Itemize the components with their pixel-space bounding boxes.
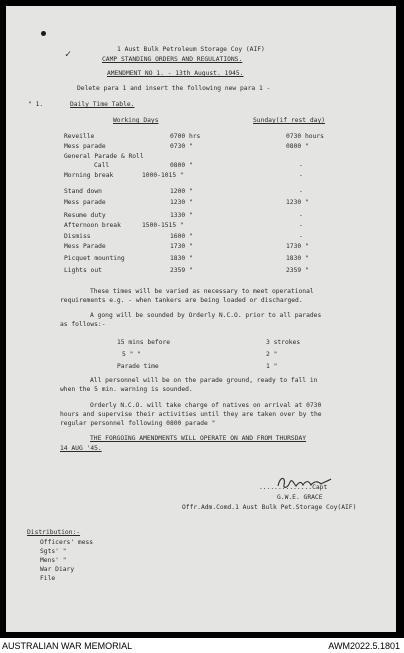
row-event: Lights out: [64, 267, 102, 274]
row-sunday-time: 1230 ": [286, 199, 309, 206]
intro-line: Delete para 1 and insert the following new para 1 -: [77, 85, 271, 92]
row-working-time: 1600 ": [170, 233, 193, 240]
row-working-time: 0800 ": [170, 162, 193, 169]
row-sunday-time: -: [299, 172, 303, 179]
distribution-item: War Diary: [40, 566, 75, 573]
row-event: Mess Parade: [64, 243, 106, 250]
effect-line: THE FORGOING AMENDMENTS WILL OPERATE ON AND FROM THURSDAY: [90, 435, 307, 442]
row-sunday-time: -: [299, 222, 303, 229]
row-sunday-time: -: [299, 188, 303, 195]
row-sunday-time: 0730 hours: [286, 133, 324, 140]
row-event: Picquet mounting: [64, 255, 125, 262]
signatory-name: G.W.E. GRACE: [277, 494, 323, 501]
distribution-item: Sgts' ": [40, 548, 67, 555]
distribution-item: Mens' ": [40, 557, 67, 564]
row-working-time: 1330 ": [170, 212, 193, 219]
row-sunday-time: -: [299, 233, 303, 240]
row-event: Dismiss: [64, 233, 91, 240]
row-working-time: 1200 ": [170, 188, 193, 195]
orderly-line: regular personnel following 0800 parade ": [60, 420, 216, 427]
orderly-line: hours and supervise their activities until they are taken over by the: [60, 411, 322, 418]
gong-when: 5 " ": [122, 351, 141, 358]
row-event: Call: [94, 162, 110, 169]
footer-right: AWM2022.5.1801: [328, 641, 400, 651]
row-event: Mess parade: [64, 199, 106, 206]
row-sunday-time: -: [299, 162, 303, 169]
row-working-time: 1730 ": [170, 243, 193, 250]
note-line: requirements e.g. - when tankers are being loaded or discharged.: [60, 297, 303, 304]
row-sunday-time: 0800 ": [286, 143, 309, 150]
para-heading: Daily Time Table.: [70, 101, 135, 108]
archive-footer: [0, 638, 404, 653]
row-working-time: 1230 ": [170, 199, 193, 206]
row-event: Mess parade: [64, 143, 106, 150]
row-working-time: 1830 ": [170, 255, 193, 262]
gong-line: as follows:-: [60, 321, 106, 328]
unit-heading: 1 Aust Bulk Petroleum Storage Coy (AIF): [117, 46, 265, 53]
amendment-line: AMENDMENT NO 1. - 13th August. 1945.: [107, 70, 244, 77]
row-working-time: 1500-1515 ": [142, 222, 184, 229]
tick-mark: ✓: [65, 49, 72, 60]
row-event: Resume duty: [64, 212, 106, 219]
punch-hole: [41, 31, 46, 36]
gong-when: 15 mins before: [117, 339, 171, 346]
distribution-item: Officers' mess: [40, 539, 94, 546]
parade-line: when the 5 min. warning is sounded.: [60, 386, 193, 393]
row-sunday-time: 1730 ": [286, 243, 309, 250]
signature-rank-line: ..............Capt: [259, 484, 328, 491]
signatory-office: Offr.Adm.Comd.1 Aust Bulk Pet.Storage Coy(AIF): [182, 504, 357, 511]
row-sunday-time: 2359 ": [286, 267, 309, 274]
note-line: These times will be varied as necessary to meet operational: [90, 288, 314, 295]
col-sunday: Sunday(if rest day): [253, 117, 326, 124]
row-working-time: 0700 hrs: [170, 133, 201, 140]
distribution-heading: Distribution:-: [27, 529, 81, 536]
gong-strokes: 1 ": [266, 363, 278, 370]
gong-strokes: 2 ": [266, 351, 278, 358]
footer-left: AUSTRALIAN WAR MEMORIAL: [2, 641, 133, 651]
col-working-days: Working Days: [113, 117, 159, 124]
row-working-time: 2359 ": [170, 267, 193, 274]
row-event: Morning break: [64, 172, 114, 179]
row-event: Afternoon break: [64, 222, 121, 229]
para-number: " 1.: [28, 101, 44, 108]
gong-when: Parade time: [117, 363, 159, 370]
gong-strokes: 3 strokes: [266, 339, 301, 346]
row-sunday-time: -: [299, 212, 303, 219]
parade-line: All personnel will be on the parade ground, ready to fall in: [90, 377, 318, 384]
orderly-line: Orderly N.C.O. will take charge of natives on arrival at 0730: [90, 402, 322, 409]
row-event: Reveille: [64, 133, 95, 140]
row-sunday-time: 1830 ": [286, 255, 309, 262]
effect-line: 14 AUG '45.: [60, 445, 102, 452]
document-title: CAMP STANDING ORDERS AND REGULATIONS.: [102, 56, 243, 63]
document-page: [6, 6, 396, 632]
row-event: General Parade & Roll: [64, 153, 144, 160]
gong-line: A gong will be sounded by Orderly N.C.O. prior to all parades: [90, 312, 322, 319]
row-working-time: 1000-1015 ": [142, 172, 184, 179]
row-working-time: 0730 ": [170, 143, 193, 150]
row-event: Stand down: [64, 188, 102, 195]
distribution-item: File: [40, 575, 56, 582]
